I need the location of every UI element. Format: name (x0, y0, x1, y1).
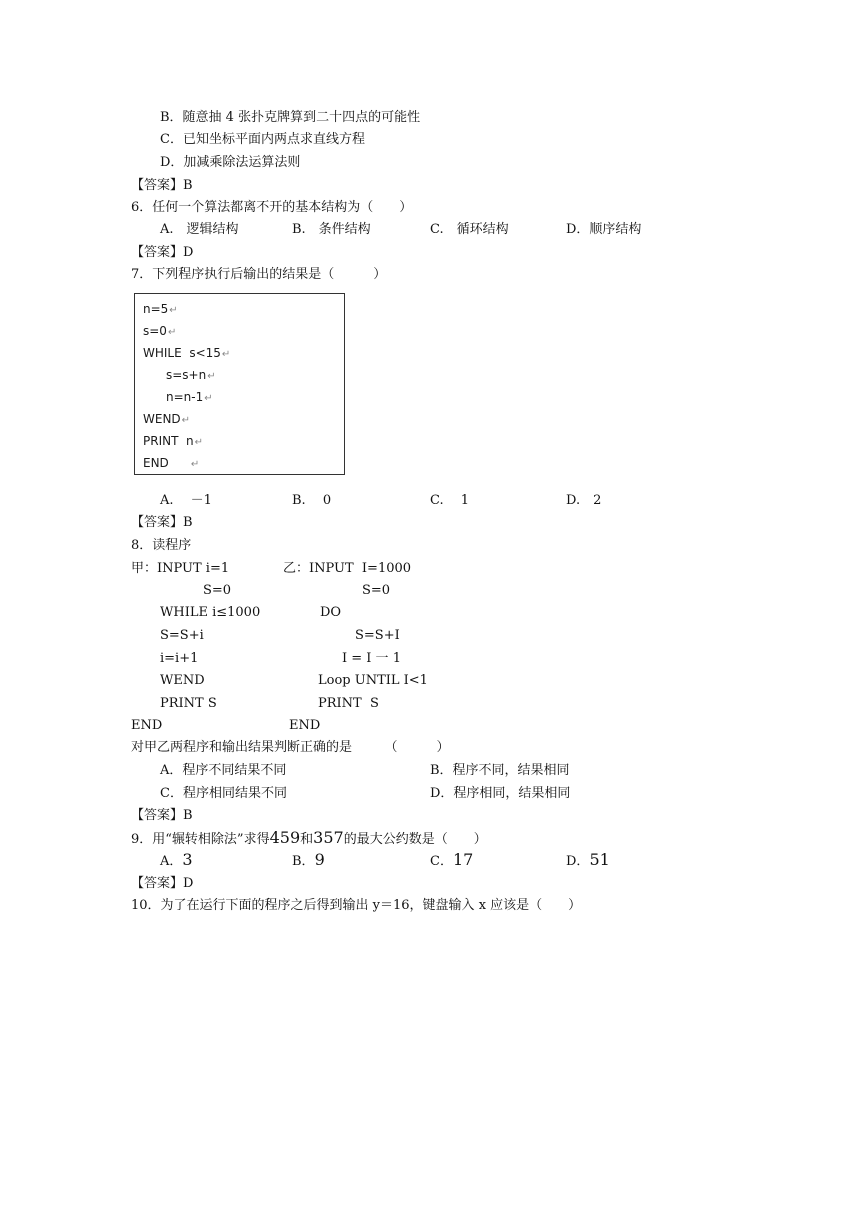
code-line: n=5↵ (143, 302, 178, 316)
q7-option-a: A. －1 (160, 493, 212, 508)
q6-option-d: D．顺序结构 (566, 222, 642, 237)
q8-jia-line: WEND (160, 673, 205, 688)
q6-answer: 【答案】D (131, 245, 194, 260)
code-line: WHILE s<15↵ (143, 346, 231, 360)
q8-option-d: D．程序相同，结果相同 (430, 786, 571, 801)
q5-option-b: B．随意抽 4 张扑克牌算到二十四点的可能性 (160, 110, 421, 125)
q7-stem: 7．下列程序执行后输出的结果是（ ） (131, 267, 387, 282)
q6-option-b: B. 条件结构 (292, 222, 371, 237)
q9-option-a: A．3 (160, 850, 193, 869)
q8-yi-label: 乙：INPUT I=1000 (283, 561, 412, 576)
q5-option-d: D．加减乘除法运算法则 (160, 155, 301, 170)
q8-jia-line: S=S+i (160, 628, 204, 643)
q9-answer: 【答案】D (131, 876, 194, 891)
q7-answer: 【答案】B (131, 515, 193, 530)
q8-jia-line: S=0 (203, 583, 232, 598)
q6-option-a: A. 逻辑结构 (160, 222, 239, 237)
code-line: END ↵ (143, 456, 200, 470)
q8-question: 对甲乙两程序和输出结果判断正确的是 （ ） (131, 740, 450, 755)
q8-jia-label: 甲：INPUT i=1 (131, 561, 230, 576)
q8-yi-line: I = I 一 1 (342, 651, 401, 666)
q7-code-box (134, 293, 345, 475)
q6-stem: 6．任何一个算法都离不开的基本结构为（ ） (131, 200, 413, 215)
q9-option-d: D．51 (566, 850, 610, 869)
q6-option-c: C. 循环结构 (430, 222, 509, 237)
q10-stem: 10．为了在运行下面的程序之后得到输出 y＝16，键盘输入 x 应该是（ ） (131, 898, 582, 913)
q8-jia-line: END (131, 718, 163, 733)
q7-option-c: C. 1 (430, 493, 470, 508)
q8-jia-line: WHILE i≤1000 (160, 605, 261, 620)
q8-yi-line: S=0 (362, 583, 391, 598)
q8-yi-line: END (289, 718, 321, 733)
q8-stem: 8．读程序 (131, 538, 192, 553)
q9-option-c: C．17 (430, 850, 474, 869)
q8-jia-line: PRINT S (160, 696, 217, 711)
q5-option-c: C．已知坐标平面内两点求直线方程 (160, 132, 365, 147)
code-line: WEND↵ (143, 412, 191, 426)
q8-yi-line: PRINT S (318, 696, 379, 711)
code-line: s=0↵ (143, 324, 177, 338)
q7-option-d: D. 2 (566, 493, 602, 508)
q8-yi-line: DO (320, 605, 342, 620)
q8-option-b: B．程序不同，结果相同 (430, 763, 570, 778)
code-line: n=n-1↵ (166, 390, 213, 404)
q7-option-b: B. 0 (292, 493, 332, 508)
q8-option-c: C．程序相同结果不同 (160, 786, 287, 801)
code-line: PRINT n↵ (143, 434, 204, 448)
q5-answer: 【答案】B (131, 178, 193, 193)
q8-jia-line: i=i+1 (160, 651, 199, 666)
q8-option-a: A．程序不同结果不同 (160, 763, 287, 778)
q9-stem: 9．用“辗转相除法”求得459和357的最大公约数是（ ） (131, 828, 487, 847)
q8-yi-line: Loop UNTIL I<1 (318, 673, 428, 688)
q9-option-b: B．9 (292, 850, 325, 869)
q8-answer: 【答案】B (131, 808, 193, 823)
q8-yi-line: S=S+I (355, 628, 400, 643)
code-line: s=s+n↵ (166, 368, 216, 382)
